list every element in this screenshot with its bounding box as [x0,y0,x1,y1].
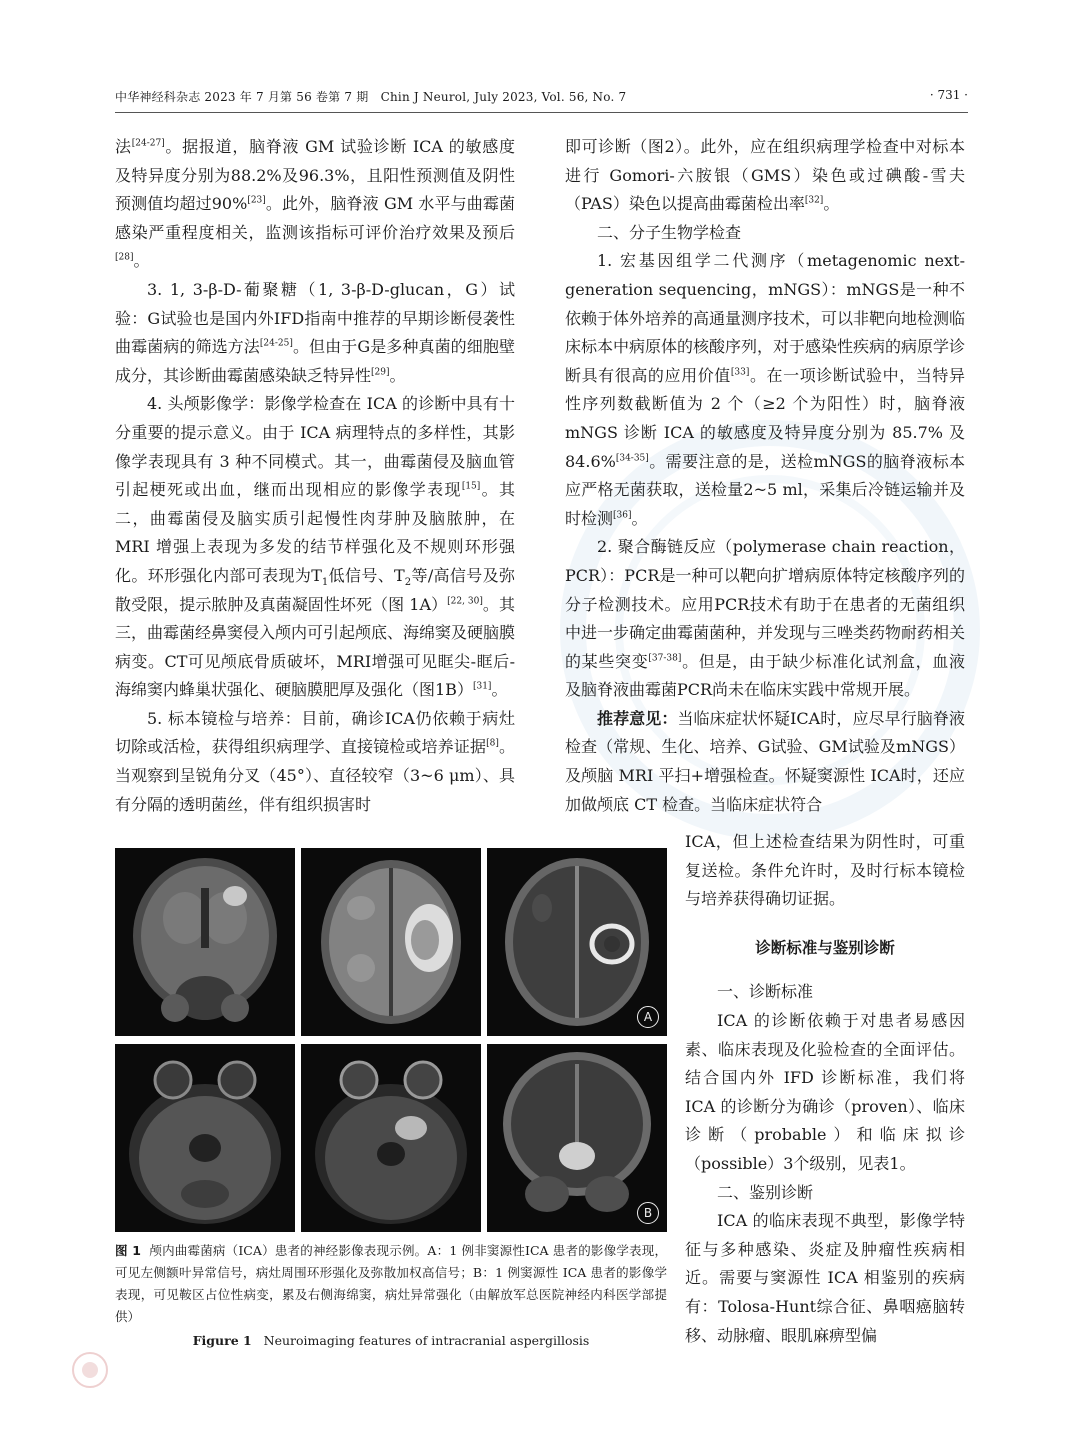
mri-coronal-flair [115,848,295,1036]
figure-1-mri-panels [115,848,667,1234]
paragraph-mngs: 1. 宏基因组学二代测序（metagenomic next-generation sequencing，mNGS）：mNGS是一种不依赖于体外培养的高通量测序技术，可以非靶向地检测临床标本中病原体的核酸序列，对于感染性疾病的病原学诊断具有很高的应用价值[33]。在一项诊断试验中，当特异性序列数截断值为 2 个（≥2 个为阳性）时，脑脊液 mNGS 诊断 ICA 的敏感度及特异度分别为 85.7% 及 84.6%[34-35]。需要注意的是，送检mNGS的脑脊液标本应严格无菌获取，送检量2~5 ml，采集后冷链运输并及时检测[36]。 [565,251,966,528]
caption-label: 图 1 [115,1243,141,1258]
paragraph-imaging: 4. 头颅影像学：影像学检查在 ICA 的诊断中具有十分重要的提示意义。由于 ICA 病理特点的多样性，其影像学表现具有 3 种不同模式。其一，曲霉菌侵及脑血管引起梗死或出血，继而出现相应的影像学表现[15]。其二，曲霉菌侵及脑实质引起慢性肉芽肿及脑脓肿，在 MRI 增强上表现为多发的结节样强化及不规则环形强化。环形强化内部可表现为$T_1$低信号、$T_2$等/高信号及弥散受限，提示脓肿及真菌凝固性坏死（图 1A）[22, 30]。其三，曲霉菌经鼻窦侵入颅内可引起颅底、海绵窦及硬脑膜病变。CT可见颅底骨质破坏，MRI增强可见眶尖-眶后-海绵窦内蜂巢状强化、硬脑膜肥厚及强化（图1B）[31]。 [115,394,516,700]
caption-text: 颅内曲霉菌病（ICA）患者的神经影像表现示例。A：1 例非窦源性ICA 患者的影像学表现，可见左侧额叶异常信号，病灶周围环形强化及弥散加权高信号；B：1 例窦源性 ICA 患者的影像学表现，可见鞍区占位性病变，累及右侧海绵窦，病灶异常强化（由解放军总医院神经内科医学部提供） [115,1243,667,1324]
panel-label-b: B [637,1202,659,1224]
paragraph-microscopy: 5. 标本镜检与培养：目前，确诊ICA仍依赖于病灶切除或活检，获得组织病理学、直接镜检或培养证据[8]。当观察到呈锐角分叉（45°）、直径较窄（3~6 μm）、具有分隔的透明菌丝，伴有组织损害时 [115,708,515,814]
recommendation: 推荐意见：当临床症状怀疑ICA时，应尽早行脑脊液检查（常规、生化、培养、G试验、GM试验及mNGS）及颅脑 MRI 平扫+增强检查。怀疑窦源性 ICA时，还应加做颅底 CT 检查。当临床症状符合 [565,708,965,814]
section-heading: 诊断标准与鉴别诊断 [755,938,895,957]
panel-label-a: A [637,1006,659,1028]
paragraph-criteria: ICA 的诊断依赖于对患者易感因素、临床表现及化验检查的全面评估。结合国内外 IFD 诊断标准，我们将 ICA 的诊断分为确诊（proven）、临床诊断（probable）和临床拟诊（possible）3个级别，见表1。 [685,1010,965,1173]
paragraph-histology: 即可诊断（图2）。此外，应在组织病理学检查中对标本进行 Gomori-六胺银（GMS）染色或过碘酸-雪夫（PAS）染色以提高曲霉菌检出率[32]。 [565,137,965,214]
figure-caption [115,1240,667,1328]
mri-axial-t1-contrast [487,848,667,1036]
subheading-molecular: 二、分子生物学检查 [597,222,742,242]
subheading-differential: 二、鉴别诊断 [717,1182,814,1202]
header-rule [115,112,968,113]
left-column [115,133,515,819]
right-column-lower [685,828,965,1350]
page-number: · 731 · [929,88,968,102]
mri-axial-dwi [301,848,481,1036]
running-header [115,88,968,110]
mri-axial-t2-orbit [301,1044,481,1232]
paragraph-g-test: 3. 1, 3-β-D-葡聚糖（1, 3-β-D-glucan，G）试验：G试验也是国内外IFD指南中推荐的早期诊断侵袭性曲霉菌病的筛选方法[24-25]。但由于G是多种真菌的细胞壁成分，其诊断曲霉菌感染缺乏特异性[29]。 [115,279,515,385]
paragraph-differential: ICA 的临床表现不典型，影像学特征与多种感染、炎症及肿瘤性疾病相近。需要与窦源性 ICA 相鉴别的疾病有：Tolosa-Hunt综合征、鼻咽癌脑转移、动脉瘤、眼肌麻痹型偏 [685,1211,965,1345]
subheading-criteria: 一、诊断标准 [717,982,814,1002]
publisher-logo [72,1352,108,1388]
right-column [565,133,965,819]
paragraph-pcr: 2. 聚合酶链反应（polymerase chain reaction，PCR）：PCR是一种可以靶向扩增病原体特定核酸序列的分子检测技术。应用PCR技术有助于在患者的无菌组织中进一步确定曲霉菌菌种，并发现与三唑类药物耐药相关的某些突变[37-38]。但是，由于缺少标准化试剂盒，血液及脑脊液曲霉菌PCR尚未在临床实践中常规开展。 [565,537,966,700]
figure-english-title: Figure 1 Neuroimaging features of intracranial aspergillosis [192,1333,590,1348]
mri-coronal-t1-contrast [487,1044,667,1232]
recommendation-continued: ICA，但上述检查结果为阴性时，可重复送检。条件允许时，及时行标本镜检与培养获得确切证据。 [685,832,965,909]
journal-info: 中华神经科杂志 2023 年 7 月第 56 卷第 7 期 Chin J Neurol, July 2023, Vol. 56, No. 7 [115,90,627,104]
paragraph-gm-test: 法[24-27]。据报道，脑脊液 GM 试验诊断 ICA 的敏感度及特异度分别为88.2%及96.3%，且阳性预测值及阴性预测值均超过90%[23]。此外，脑脊液 GM 水平与曲霉菌感染严重程度相关，监测该指标可评价治疗效果及预后[28]。 [115,137,515,271]
mri-axial-t1-orbit [115,1044,295,1232]
